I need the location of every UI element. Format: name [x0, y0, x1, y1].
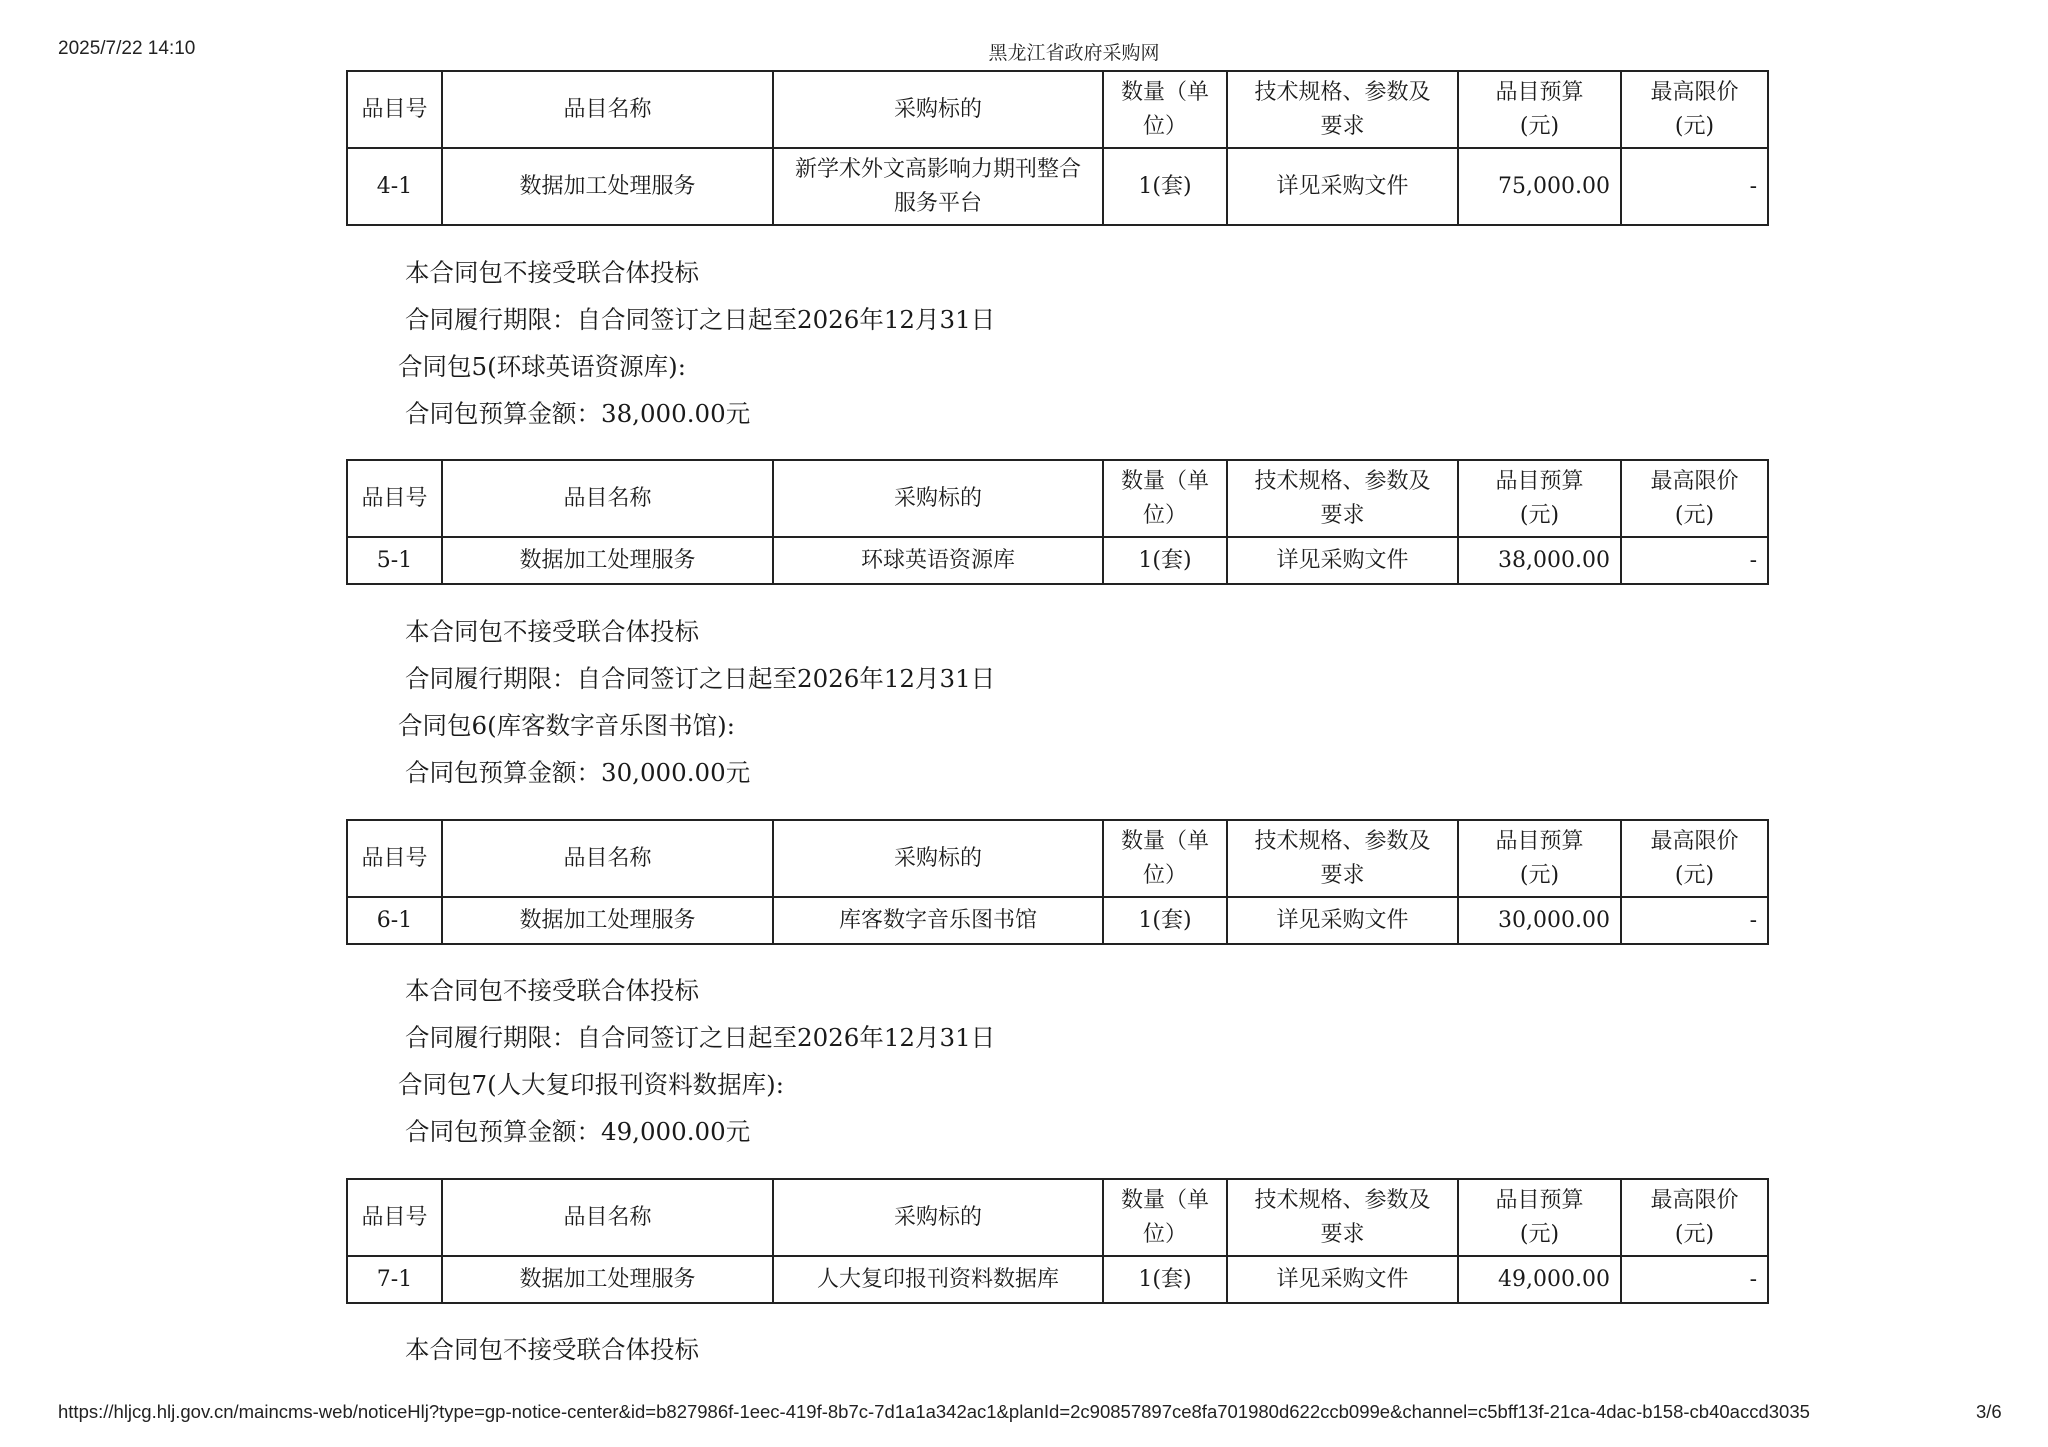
- table-row: [347, 897, 1768, 944]
- header-limit: 最高限价 (元): [1621, 71, 1768, 148]
- cell-limit: -: [1621, 1256, 1768, 1303]
- contract-period-4: 合同履行期限：自合同签订之日起至2026年12月31日: [405, 305, 996, 334]
- contract-period-5: 合同履行期限：自合同签订之日起至2026年12月31日: [405, 664, 996, 693]
- header-quantity: 数量（单 位）: [1103, 460, 1227, 537]
- cell-item-no: 7-1: [347, 1256, 442, 1303]
- no-consortium-6: 本合同包不接受联合体投标: [405, 976, 699, 1005]
- cell-limit: -: [1621, 537, 1768, 584]
- header-budget: 品目预算 (元): [1458, 460, 1621, 537]
- cell-item-no: 6-1: [347, 897, 442, 944]
- header-budget: 品目预算 (元): [1458, 71, 1621, 148]
- header-item-name: 品目名称: [442, 1179, 773, 1256]
- header-spec: 技术规格、参数及 要求: [1227, 820, 1458, 897]
- items-table-4: [346, 70, 1769, 226]
- cell-limit: -: [1621, 897, 1768, 944]
- package-budget-6: 合同包预算金额：30,000.00元: [405, 758, 751, 787]
- print-date: 2025/7/22 14:10: [58, 38, 196, 59]
- header-quantity: 数量（单 位）: [1103, 820, 1227, 897]
- header-limit: 最高限价 (元): [1621, 820, 1768, 897]
- cell-item-no: 4-1: [347, 148, 442, 225]
- header-quantity: 数量（单 位）: [1103, 71, 1227, 148]
- cell-budget: 75,000.00: [1458, 148, 1621, 225]
- cell-item-name: 数据加工处理服务: [442, 1256, 773, 1303]
- header-limit: 最高限价 (元): [1621, 1179, 1768, 1256]
- table-row: [347, 537, 1768, 584]
- table-row: [347, 148, 1768, 225]
- site-title: 黑龙江省政府采购网: [988, 43, 1160, 64]
- cell-item-name: 数据加工处理服务: [442, 897, 773, 944]
- cell-budget: 30,000.00: [1458, 897, 1621, 944]
- no-consortium-4: 本合同包不接受联合体投标: [405, 258, 699, 287]
- header-item-no: 品目号: [347, 460, 442, 537]
- cell-spec: 详见采购文件: [1227, 537, 1458, 584]
- no-consortium-7: 本合同包不接受联合体投标: [405, 1335, 699, 1364]
- header-item-name: 品目名称: [442, 460, 773, 537]
- package-title-5: 合同包5(环球英语资源库):: [398, 352, 686, 381]
- cell-budget: 49,000.00: [1458, 1256, 1621, 1303]
- cell-target: 新学术外文高影响力期刊整合 服务平台: [773, 148, 1103, 225]
- header-spec: 技术规格、参数及 要求: [1227, 71, 1458, 148]
- cell-spec: 详见采购文件: [1227, 1256, 1458, 1303]
- items-table-5: [346, 459, 1769, 585]
- table-header-row: [347, 460, 1768, 537]
- header-item-name: 品目名称: [442, 820, 773, 897]
- package-budget-7: 合同包预算金额：49,000.00元: [405, 1117, 751, 1146]
- table-header-row: [347, 820, 1768, 897]
- cell-target: 人大复印报刊资料数据库: [773, 1256, 1103, 1303]
- table-row: [347, 1256, 1768, 1303]
- cell-quantity: 1(套): [1103, 1256, 1227, 1303]
- header-spec: 技术规格、参数及 要求: [1227, 460, 1458, 537]
- header-item-name: 品目名称: [442, 71, 773, 148]
- cell-item-name: 数据加工处理服务: [442, 537, 773, 584]
- cell-quantity: 1(套): [1103, 148, 1227, 225]
- header-item-no: 品目号: [347, 820, 442, 897]
- cell-item-no: 5-1: [347, 537, 442, 584]
- table-header-row: [347, 71, 1768, 148]
- cell-quantity: 1(套): [1103, 897, 1227, 944]
- header-budget: 品目预算 (元): [1458, 820, 1621, 897]
- footer-url: https://hljcg.hlj.gov.cn/maincms-web/noticeHlj?type=gp-notice-center&id=b827986f-1eec-419f-8b7c-7d1a1a342ac1&planId=2c90857897ce8fa701980d622ccb099e&channel=c5bff13f-21ca-4dac-b158-cb40accd3035: [58, 1401, 1810, 1422]
- header-spec: 技术规格、参数及 要求: [1227, 1179, 1458, 1256]
- package-title-6: 合同包6(库客数字音乐图书馆):: [398, 711, 735, 740]
- items-table-7: [346, 1178, 1769, 1304]
- package-budget-5: 合同包预算金额：38,000.00元: [405, 399, 751, 428]
- cell-item-name: 数据加工处理服务: [442, 148, 773, 225]
- no-consortium-5: 本合同包不接受联合体投标: [405, 617, 699, 646]
- header-target: 采购标的: [773, 820, 1103, 897]
- header-target: 采购标的: [773, 1179, 1103, 1256]
- cell-quantity: 1(套): [1103, 537, 1227, 584]
- header-target: 采购标的: [773, 71, 1103, 148]
- cell-budget: 38,000.00: [1458, 537, 1621, 584]
- header-quantity: 数量（单 位）: [1103, 1179, 1227, 1256]
- cell-target: 库客数字音乐图书馆: [773, 897, 1103, 944]
- package-title-7: 合同包7(人大复印报刊资料数据库):: [398, 1070, 784, 1099]
- cell-spec: 详见采购文件: [1227, 897, 1458, 944]
- contract-period-6: 合同履行期限：自合同签订之日起至2026年12月31日: [405, 1023, 996, 1052]
- cell-limit: -: [1621, 148, 1768, 225]
- header-item-no: 品目号: [347, 1179, 442, 1256]
- header-budget: 品目预算 (元): [1458, 1179, 1621, 1256]
- items-table-6: [346, 819, 1769, 945]
- cell-target: 环球英语资源库: [773, 537, 1103, 584]
- table-header-row: [347, 1179, 1768, 1256]
- cell-spec: 详见采购文件: [1227, 148, 1458, 225]
- page-number: 3/6: [1976, 1401, 2002, 1422]
- header-limit: 最高限价 (元): [1621, 460, 1768, 537]
- header-target: 采购标的: [773, 460, 1103, 537]
- header-item-no: 品目号: [347, 71, 442, 148]
